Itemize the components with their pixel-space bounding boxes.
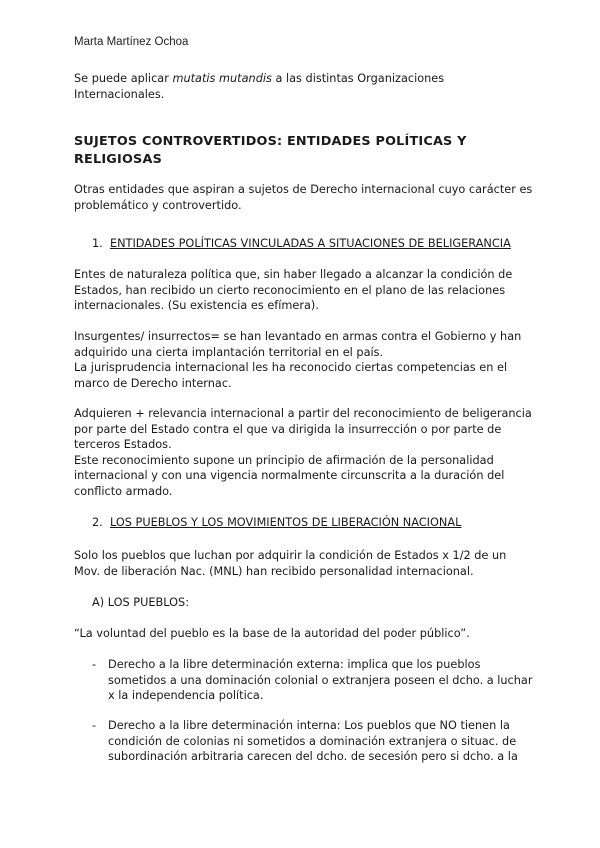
paragraph-line: Insurgentes/ insurrectos= se han levantado en armas contra el Gobierno y han (74, 330, 522, 343)
bullet-line: sometidos a una dominación colonial o extranjera poseen el dcho. a luchar (108, 673, 533, 687)
bullet-item-1 (108, 657, 533, 704)
heading-2 (92, 515, 461, 531)
paragraph-3 (74, 406, 532, 499)
paragraph-line: internacional y con una vigencia normalmente circunscrita a la duración del (74, 469, 505, 482)
intro-line-2: Internacionales. (74, 87, 165, 101)
heading-1-text: ENTIDADES POLÍTICAS VINCULADAS A SITUACIONES DE BELIGERANCIA (109, 237, 511, 250)
paragraph-line: Este reconocimiento supone un principio de afirmación de la personalidad (74, 453, 494, 467)
bullet-dash: - (92, 658, 97, 671)
section-intro-line: Otras entidades que aspiran a sujetos de Derecho internacional cuyo carácter es (74, 183, 533, 196)
section-title (74, 133, 494, 169)
bullet-line: x la independencia política. (108, 689, 264, 702)
section-title-line-2: RELIGIOSAS (74, 152, 162, 167)
paragraph-line: Mov. de liberación Nac. (MNL) han recibido personalidad internacional. (74, 564, 474, 578)
paragraph-line: conflicto armado. (74, 484, 173, 498)
paragraph-1 (74, 267, 512, 314)
intro-paragraph (74, 71, 444, 102)
paragraph-line: Solo los pueblos que luchan por adquirir la condición de Estados x 1/2 de un (74, 549, 507, 562)
paragraph-line: La jurisprudencia internacional les ha reconocido ciertas competencias en el (74, 361, 508, 374)
section-intro (74, 182, 532, 213)
heading-1 (92, 236, 511, 252)
bullet-line: subordinación arbitraria carecen del dcho. de secesión pero si dcho. a la (108, 750, 518, 763)
quote: “La voluntad del pueblo es la base de la autoridad del poder público”. (74, 627, 470, 640)
bullet-line: Derecho a la libre determinación externa: implica que los pueblos (108, 658, 481, 671)
bullet-item-2 (108, 718, 533, 765)
paragraph-line: terceros Estados. (74, 438, 172, 451)
paragraph-line: por parte del Estado contra el que va dirigida la insurrección o por parte de (74, 422, 502, 436)
bullet-line: Derecho a la libre determinación interna: Los pueblos que NO tienen la (108, 719, 510, 732)
paragraph-line: Adquieren + relevancia internacional a partir del reconocimiento de beligerancia (74, 407, 532, 420)
paragraph-line: internacionales. (Su existencia es efímera). (74, 299, 319, 312)
paragraph-2 (74, 329, 521, 391)
intro-italic-phrase: mutatis mutandis (172, 72, 272, 85)
paragraph-4 (74, 548, 506, 579)
bullet-dash: - (92, 719, 97, 732)
heading-2-text: LOS PUEBLOS Y LOS MOVIMIENTOS DE LIBERACIÓN NACIONAL (109, 516, 462, 529)
intro-line-1 (74, 71, 444, 87)
section-intro-line: problemático y controvertido. (74, 198, 242, 212)
author-header: Marta Martínez Ochoa (74, 36, 189, 48)
paragraph-line: marco de Derecho internac. (74, 376, 232, 390)
section-title-line-1: SUJETOS CONTROVERTIDOS: ENTIDADES POLÍTICAS Y (74, 134, 467, 149)
paragraph-line: adquirido una cierta implantación territorial en el país. (74, 345, 384, 359)
paragraph-line: Entes de naturaleza política que, sin haber llegado a alcanzar la condición de (74, 268, 513, 281)
bullet-line: condición de colonias ni sometidos a dominación extranjera o situac. de (108, 734, 517, 748)
intro-text-post: a las distintas Organizaciones (271, 72, 445, 85)
intro-text-pre: Se puede aplicar (74, 72, 173, 85)
subheading-pueblos: A) LOS PUEBLOS: (92, 596, 189, 609)
paragraph-line: Estados, han recibido un cierto reconocimiento en el plano de las relaciones (74, 283, 506, 297)
heading-1-number: 1. (92, 237, 103, 250)
heading-2-number: 2. (92, 516, 103, 529)
